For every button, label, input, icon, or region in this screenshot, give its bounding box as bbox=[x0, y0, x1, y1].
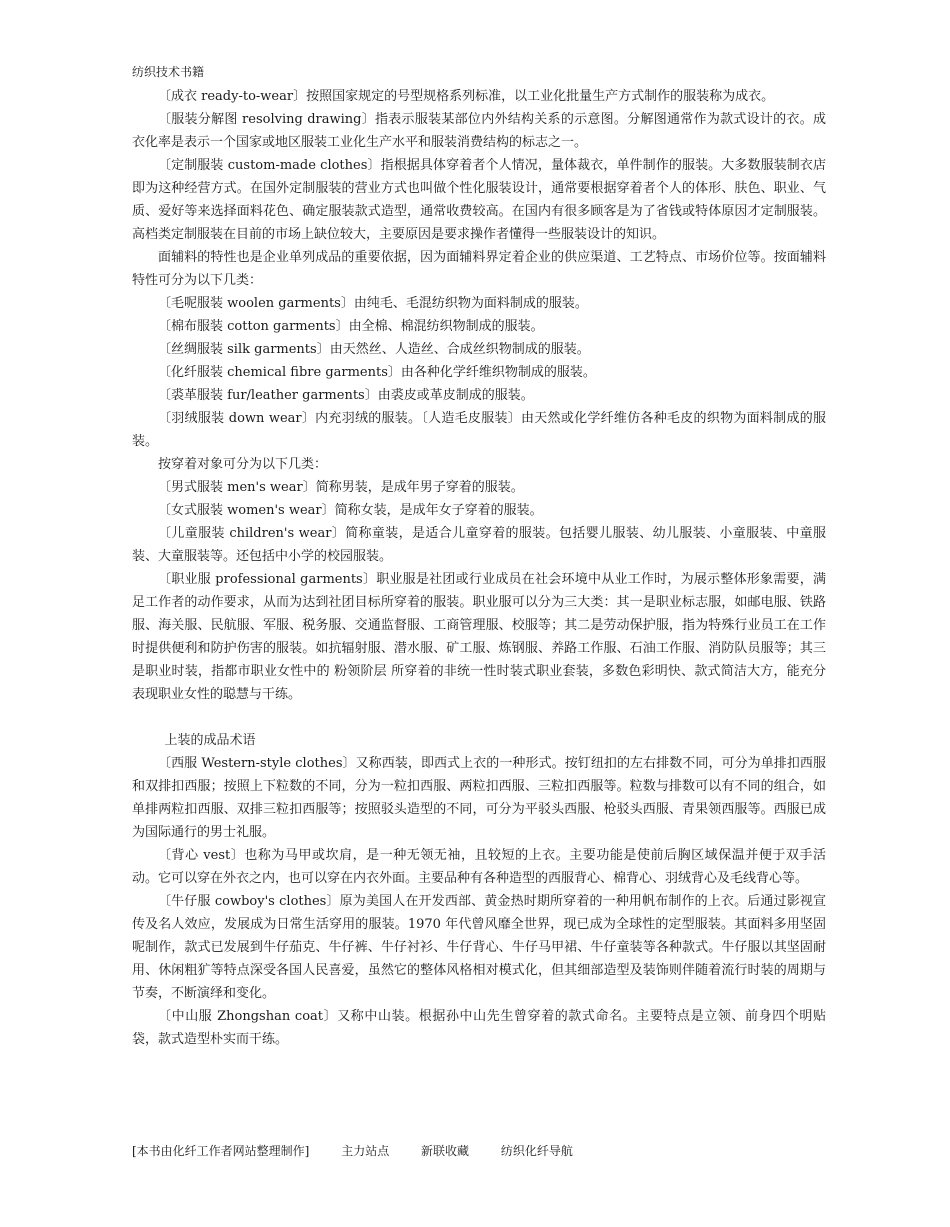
paragraph: 〔毛呢服装 woolen garments〕由纯毛、毛混纺织物为面料制成的服装。 bbox=[158, 296, 588, 311]
footer-link-favorites[interactable]: 新联收藏 bbox=[421, 1144, 470, 1158]
paragraph: 〔背心 vest〕也称为马甲或坎肩，是一种无领无袖，且较短的上衣。主要功能是使前后胸区域保温并便于双手活动。它可以穿在外衣之内，也可以穿在内衣外面。主要品种有各种造型的西服背心、棉背心、羽绒背心及毛线背心等。 bbox=[132, 848, 826, 886]
paragraph: 〔男式服装 men's wear〕简称男装，是成年男子穿着的服装。 bbox=[158, 480, 524, 495]
section-title: 上装的成品术语 bbox=[164, 733, 256, 748]
footer-link-textile-nav[interactable]: 纺织化纤导航 bbox=[500, 1144, 573, 1158]
paragraph: 〔服装分解图 resolving drawing〕指表示服装某部位内外结构关系的示意图。分解图通常作为款式设计的衣。成衣化率是表示一个国家或地区服装工业化生产水平和服装消费结构的标志之一。 bbox=[132, 112, 826, 150]
paragraph: 面辅料的特性也是企业单列成品的重要依据，因为面辅料界定着企业的供应渠道、工艺特点、市场价位等。按面辅料特性可分为以下几类： bbox=[132, 250, 826, 288]
paragraph: 〔职业服 professional garments〕职业服是社团或行业成员在社会环境中从业工作时，为展示整体形象需要，满足工作者的动作要求，从而为达到社团目标所穿着的服装。职业服可以分为三大类：其一是职业标志服，如邮电服、铁路服、海关服、民航服、军服、税务服、交通监督服、工商管理服、校服等；其二是劳动保护服，指为特殊行业员工在工作时提供便利和防护伤害的服装。如抗辐射服、潜水服、矿工服、炼钢服、养路工作服、石油工作服、消防队员服等；其三是职业时装，指都市职业女性中的 粉领阶层 所穿着的非统一性时装式职业套装，多数色彩明快、款式简洁大方，能充分表现职业女性的聪慧与干练。 bbox=[132, 572, 826, 702]
footer-link-main-site[interactable]: 主力站点 bbox=[341, 1144, 390, 1158]
paragraph: 〔成衣 ready-to-wear〕按照国家规定的号型规格系列标准，以工业化批量生产方式制作的服装称为成衣。 bbox=[158, 89, 775, 104]
paragraph: 〔化纤服装 chemical fibre garments〕由各种化学纤维织物制成的服装。 bbox=[158, 365, 596, 380]
paragraph: 〔儿童服装 children's wear〕简称童装，是适合儿童穿着的服装。包括婴儿服装、幼儿服装、小童服装、中童服装、大童服装等。还包括中小学的校园服装。 bbox=[132, 526, 826, 564]
footer-credit: [本书由化纤工作者网站整理制作] bbox=[132, 1144, 310, 1158]
paragraph: 〔丝绸服装 silk garments〕由天然丝、人造丝、合成丝织物制成的服装。 bbox=[158, 342, 590, 357]
paragraph: 〔女式服装 women's wear〕简称女装，是成年女子穿着的服装。 bbox=[158, 503, 543, 518]
paragraph: 〔中山服 Zhongshan coat〕又称中山装。根据孙中山先生曾穿着的款式命名。主要特点是立领、前身四个明贴袋，款式造型朴实而干练。 bbox=[132, 1009, 826, 1047]
footer bbox=[132, 1143, 601, 1159]
paragraph: 〔牛仔服 cowboy's clothes〕原为美国人在开发西部、黄金热时期所穿着的一种用帆布制作的上衣。后通过影视宣传及名人效应，发展成为日常生活穿用的服装。1970 年代曾风靡全世界，现已成为全球性的定型服装。其面料多用坚固呢制作，款式已发展到牛仔茄克、牛仔裤、牛仔衬衫、牛仔背心、牛仔马甲裙、牛仔童装等各种款式。牛仔服以其坚固耐用、休闲粗犷等特点深受各国人民喜爱，虽然它的整体风格相对模式化，但其细部造型及装饰则伴随着流行时装的周期与节奏，不断演绎和变化。 bbox=[132, 894, 826, 1001]
paragraph: 〔裘革服装 fur/leather garments〕由裘皮或革皮制成的服装。 bbox=[158, 388, 534, 403]
paragraph: 〔定制服装 custom-made clothes〕指根据具体穿着者个人情况，量体裁衣，单件制作的服装。大多数服装制衣店即为这种经营方式。在国外定制服装的营业方式也叫做个性化服装设计，通常要根据穿着者个人的体形、肤色、职业、气质、爱好等来选择面料花色、确定服装款式造型，通常收费较高。在国内有很多顾客是为了省钱或特体原因才定制服装。高档类定制服装在目前的市场上缺位较大，主要原因是要求操作者懂得一些服装设计的知识。 bbox=[132, 158, 826, 242]
paragraph: 按穿着对象可分为以下几类： bbox=[158, 457, 328, 472]
header-title: 纺织技术书籍 bbox=[132, 65, 205, 79]
paragraph: 〔棉布服装 cotton garments〕由全棉、棉混纺织物制成的服装。 bbox=[158, 319, 544, 334]
paragraph: 〔羽绒服装 down wear〕内充羽绒的服装。〔人造毛皮服装〕由天然或化学纤维仿各种毛皮的织物为面料制成的服装。 bbox=[132, 411, 826, 449]
document-page bbox=[132, 64, 826, 1051]
paragraph: 〔西服 Western-style clothes〕又称西装，即西式上衣的一种形式。按钉纽扣的左右排数不同，可分为单排扣西服和双排扣西服；按照上下粒数的不同，分为一粒扣西服、两粒扣西服、三粒扣西服等。粒数与排数可以有不同的组合，如单排两粒扣西服、双排三粒扣西服等；按照驳头造型的不同，可分为平驳头西服、枪驳头西服、青果领西服等。西服已成为国际通行的男士礼服。 bbox=[132, 756, 826, 840]
